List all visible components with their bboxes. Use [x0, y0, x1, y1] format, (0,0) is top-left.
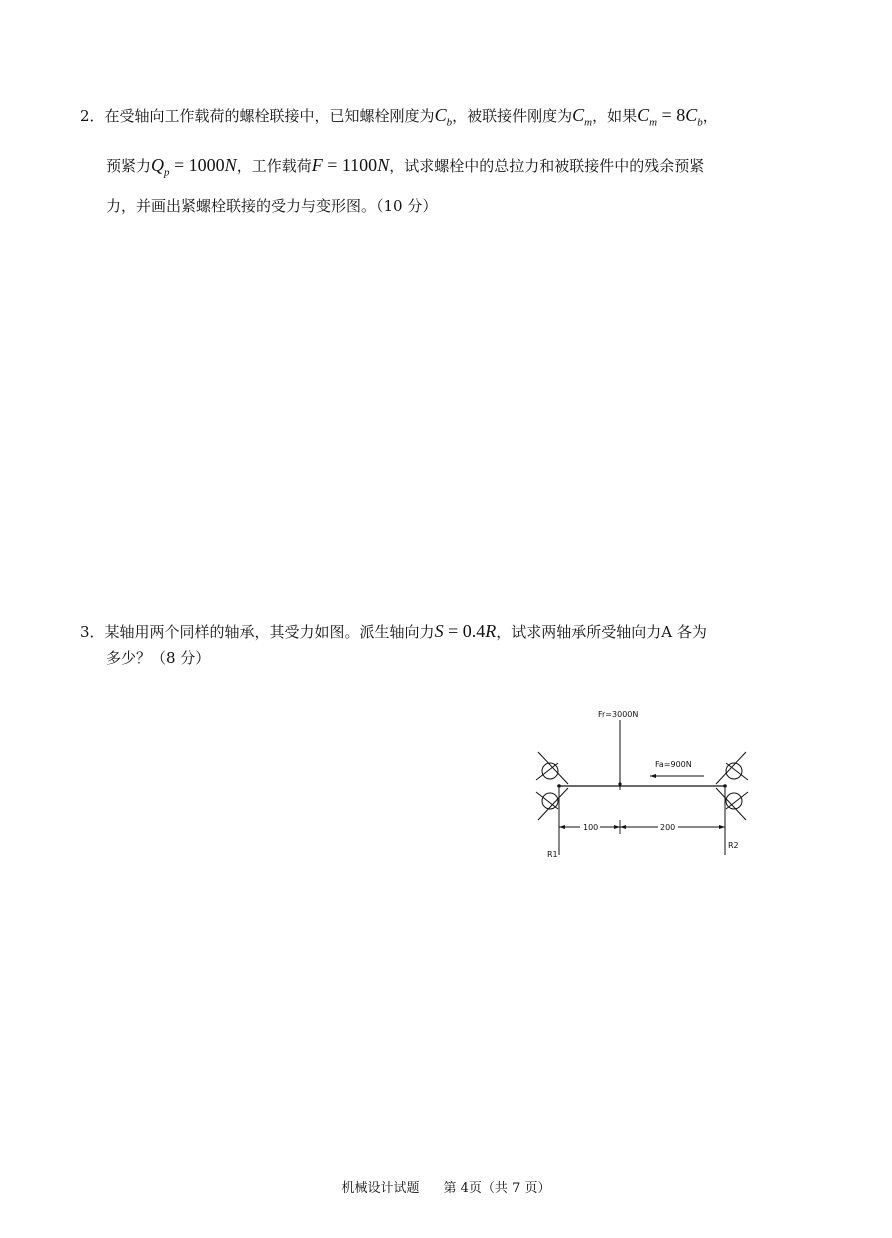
- q3-number: 3．: [80, 623, 105, 641]
- footer-page-number: 第 4页（共 7 页）: [443, 1181, 551, 1196]
- f-letter: F: [311, 155, 323, 175]
- q2-relation: [637, 105, 703, 129]
- q2-workload: [312, 155, 390, 175]
- rel-rhs-sub: b: [697, 116, 703, 129]
- f-unit: N: [377, 155, 390, 175]
- q2-line-3: [106, 196, 437, 216]
- rel-lhs-sub: m: [649, 116, 658, 129]
- q3-text-1a: 某轴用两个同样的轴承，其受力如图。派生轴向力: [104, 623, 435, 641]
- fr-label: Fr=3000N: [598, 710, 639, 719]
- q2-text-2b: ，工作载荷: [236, 157, 312, 175]
- q3-line-1: [80, 621, 707, 642]
- rel-mid: = 8: [657, 105, 686, 125]
- r2-label: R2: [728, 841, 739, 850]
- qp-letter: Q: [151, 155, 165, 175]
- q3-derived-force: [435, 621, 497, 641]
- qp-unit: N: [224, 155, 237, 175]
- f-value: = 1100: [322, 155, 378, 175]
- q2-line-1: [80, 105, 718, 133]
- bearing-force-diagram: [528, 700, 768, 870]
- fa-arrowhead: [650, 774, 656, 778]
- left-bearing-center: [557, 784, 561, 788]
- qp-subscript: p: [164, 166, 170, 179]
- s-value: = 0.4: [443, 621, 486, 641]
- q3-text-2: 多少？（8 分）: [106, 649, 211, 667]
- q2-text-2c: ，试求螺栓中的总拉力和被联接件中的残余预紧: [389, 157, 705, 175]
- q2-symbol-cm: [572, 105, 593, 129]
- q2-text-1d: ，: [702, 107, 718, 125]
- q3-text-1b: ，试求两轴承所受轴向力A 各为: [496, 623, 707, 641]
- fa-label: Fa=900N: [655, 760, 692, 769]
- q2-text-3: 力，并画出紧螺栓联接的受力与变形图。（10 分）: [106, 197, 438, 215]
- q2-preload: [151, 155, 237, 179]
- r-letter: R: [485, 621, 497, 641]
- q2-text-1b: ，被联接件刚度为: [452, 107, 573, 125]
- page-footer: [0, 1177, 892, 1196]
- cm-subscript: m: [584, 116, 593, 129]
- q2-line-2: [106, 155, 704, 183]
- dim-arrow-right-b: [719, 825, 725, 829]
- rel-lhs: C: [637, 105, 650, 125]
- cm-letter: C: [572, 105, 585, 125]
- q2-text-2a: 预紧力: [106, 157, 152, 175]
- right-bearing-center: [723, 784, 727, 788]
- dim-arrow-left-b: [614, 825, 620, 829]
- r1-label: R1: [547, 850, 558, 859]
- cb-letter: C: [434, 105, 447, 125]
- q2-number: 2．: [80, 107, 105, 125]
- rel-rhs: C: [685, 105, 698, 125]
- q2-text-1a: 在受轴向工作载荷的螺栓联接中，已知螺栓刚度为: [104, 107, 435, 125]
- q2-symbol-cb: [434, 105, 453, 129]
- dim-arrow-right-a: [620, 825, 626, 829]
- s-letter: S: [434, 621, 444, 641]
- fr-arrow-dot: [618, 782, 621, 785]
- q3-line-2: [106, 648, 210, 668]
- dim-arrow-left-a: [559, 825, 565, 829]
- dim-right-label: 200: [660, 823, 676, 832]
- q2-text-1c: ，如果: [592, 107, 638, 125]
- cb-subscript: b: [446, 116, 453, 129]
- footer-title: 机械设计试题: [341, 1181, 420, 1196]
- dim-left-label: 100: [583, 823, 599, 832]
- qp-value: = 1000: [169, 155, 225, 175]
